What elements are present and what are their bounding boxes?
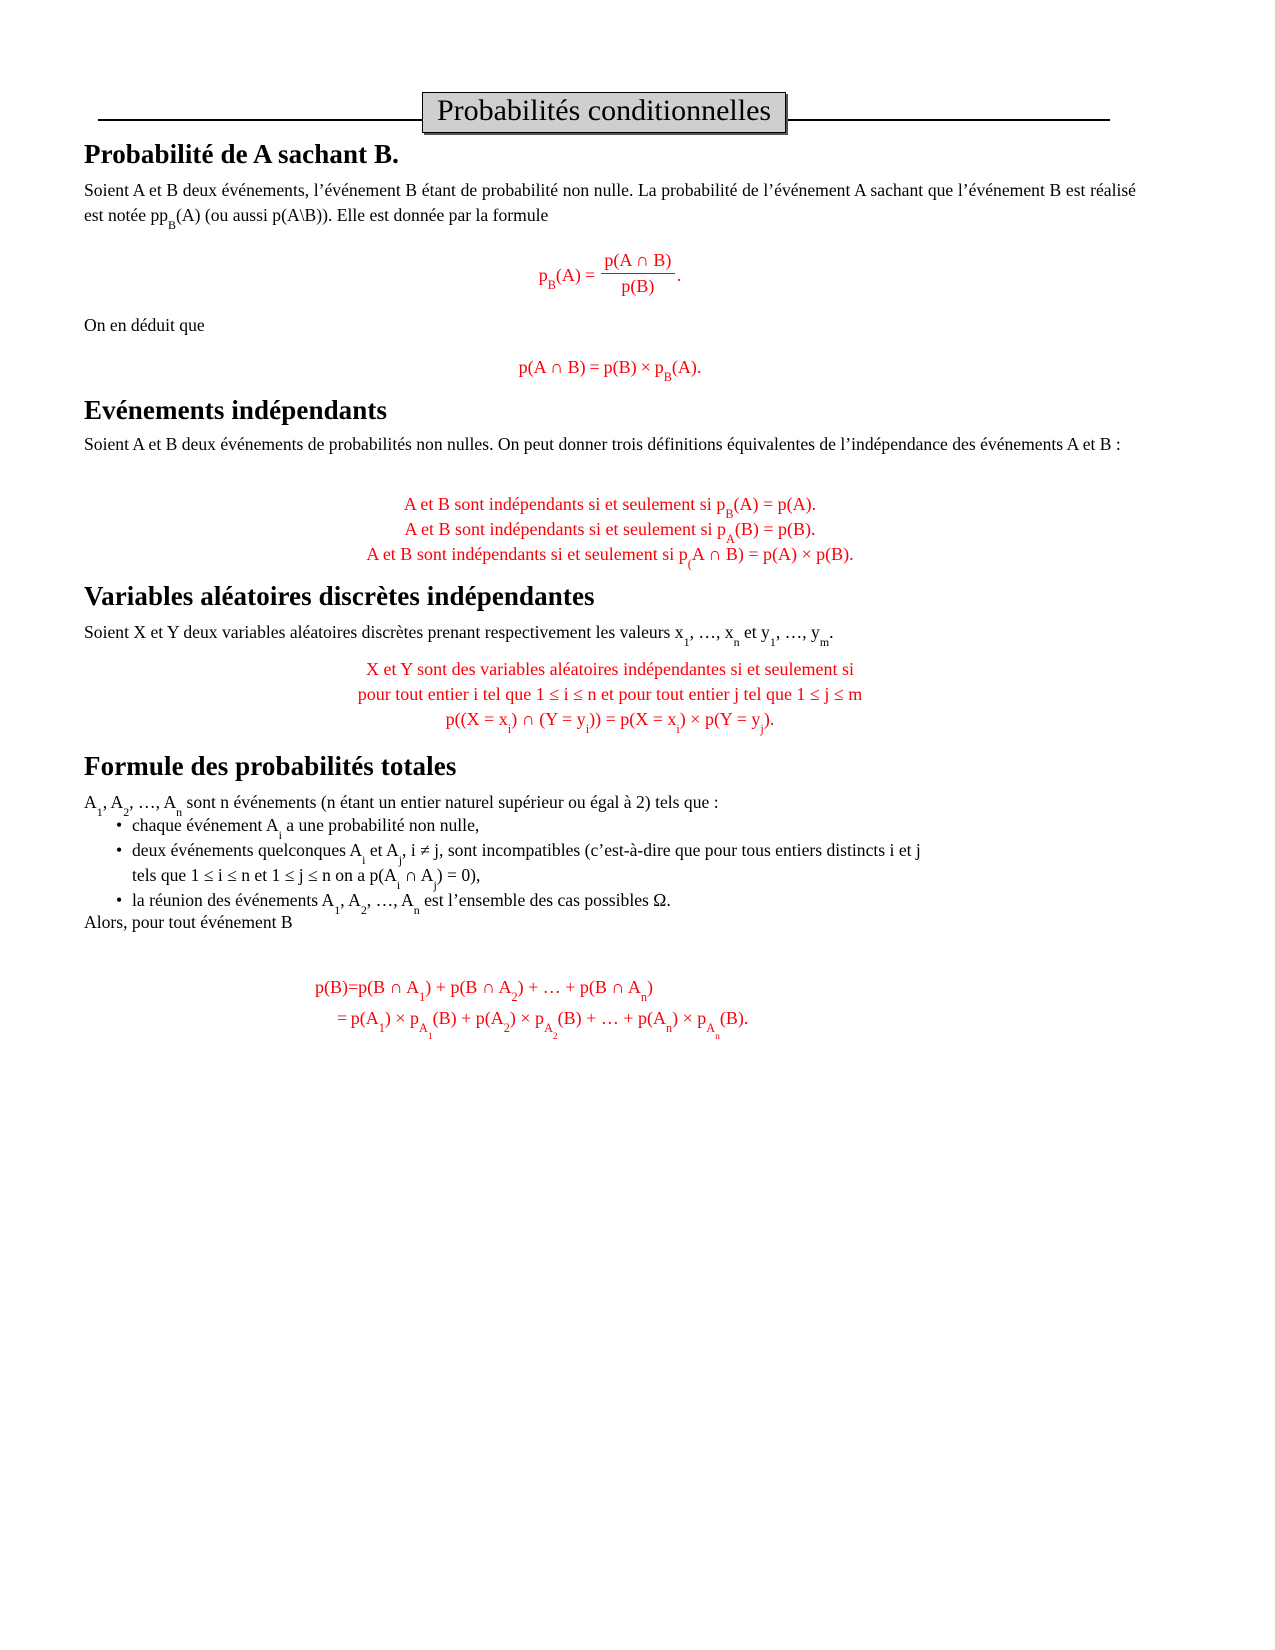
final-formula-line-1 (315, 972, 748, 1003)
formula2-equals: = (589, 357, 600, 377)
formula-subscript: B (547, 278, 556, 293)
ff2-sub-1: 1 (378, 1021, 385, 1036)
definition-1-arg: (A) (733, 494, 759, 514)
bullet-3-b: , A (340, 890, 361, 910)
ff1-sub-1: 1 (419, 990, 426, 1005)
independence-definitions (84, 492, 1136, 572)
bullet-2-line2-a: tels que 1 ≤ i ≤ n et 1 ≤ j ≤ n on a p(A (132, 865, 397, 885)
rv3-a: p((X = x (445, 709, 508, 729)
rv3-c: )) = p(X = x (589, 709, 677, 729)
ff2-psub-1-index: 1 (427, 1030, 433, 1042)
va-sub-2: n (733, 635, 740, 650)
definition-1-subscript: B (725, 507, 734, 522)
ff2-psub-3-letter: A (706, 1021, 716, 1036)
rv3-e: ). (763, 709, 775, 729)
ff2-t4: ) × p (509, 1008, 545, 1028)
definition-2-arg: (B) (734, 519, 759, 539)
ff2-t6: ) × p (672, 1008, 707, 1028)
va-text-5: . (829, 622, 834, 642)
ff2-psub-3 (706, 1021, 720, 1042)
bullet-2-sub-2: j (398, 853, 403, 868)
rv3-sub-2: i (585, 722, 590, 737)
rv3-sub-1: i (507, 722, 512, 737)
formula-arg: (A) (555, 264, 581, 285)
ff2-equals: = (337, 1008, 348, 1028)
bullet-icon: • (116, 890, 123, 910)
rv-red-line-1: X et Y sont des variables aléatoires indépendantes si et seulement si (365, 659, 855, 679)
definition-line-2 (84, 517, 1136, 547)
formula-product-rule (84, 355, 1136, 385)
formula2-period: . (696, 357, 702, 377)
paragraph-alors-pour-tout-evenement: Alors, pour tout événement B (84, 912, 293, 932)
definition-1-rhs: p(A). (777, 494, 817, 514)
formula2-left: p(A ∩ B) (518, 357, 586, 377)
bullet-icon: • (116, 840, 123, 860)
bullet-icon: • (116, 815, 123, 835)
ff1-t2: ) + p(B ∩ A (425, 977, 512, 997)
paragraph-text-part-1: Soient A et B deux événements, l’événement B étant de probabilité non nulle. La probabilité de l’événement A sachant que l’événement B est réalisé est notée p (84, 180, 1136, 225)
fraction (601, 248, 674, 299)
ff1-t4: ) (647, 977, 654, 997)
section-heading-formule-probabilites-totales: Formule des probabilités totales (84, 751, 457, 781)
bullet-1-a: chaque événement A (132, 815, 279, 835)
va-sub-1: 1 (683, 635, 690, 650)
definition-2-rhs: p(B). (777, 519, 816, 539)
ff2-t3: (B) + p(A (432, 1008, 504, 1028)
ff1-t1: p(B ∩ A (358, 977, 420, 997)
va-text-4: , …, y (775, 622, 820, 642)
formula-period: . (676, 264, 682, 285)
ff2-psub-2-letter: A (544, 1021, 553, 1036)
list-item (110, 813, 1140, 843)
bullet-3-c: , …, A (366, 890, 414, 910)
bullet-2-continuation (132, 863, 1140, 893)
va-sub-3: 1 (769, 635, 776, 650)
bullet-2-b: et A (365, 840, 399, 860)
ff2-t2: ) × p (384, 1008, 420, 1028)
bullet-2-a: deux événements quelconques A (132, 840, 363, 860)
paragraph-text-part-2: (A) (ou aussi p(A\B)). Elle est donnée par la formule (176, 205, 549, 225)
formula2-p: p (654, 357, 664, 377)
definition-3-arg: A ∩ B) (691, 544, 744, 564)
formula-conditional-probability (84, 248, 1136, 299)
list-item (110, 838, 1140, 893)
definition-3-equals: = (743, 544, 764, 564)
definition-2-prefix: A et B sont indépendants si et seulement si (404, 519, 717, 539)
formula2-subscript: B (663, 370, 672, 385)
definition-2-equals: = (758, 519, 778, 539)
definition-3-prefix: A et B sont indépendants si et seulement si (366, 544, 679, 564)
definition-3-p: p (678, 544, 688, 564)
bullet-2-c: , i ≠ j, sont incompatibles (c’est-à-dire que pour tous entiers distincts i et j (402, 840, 921, 860)
bullet-3-sub-3: n (413, 903, 420, 918)
paragraph-on-en-deduit: On en déduit que (84, 315, 205, 335)
formula2-arg: (A) (671, 357, 697, 377)
rv3-sub-4: j (760, 722, 764, 737)
intro-sub-3: n (176, 805, 183, 820)
formula2-times: × (640, 357, 651, 377)
formula2-right-first: p(B) (603, 357, 637, 377)
ff2-psub-2 (544, 1021, 558, 1042)
ff2-sub-3: n (665, 1021, 673, 1036)
formula-lhs (538, 264, 581, 293)
rv3-d: ) × p(Y = y (679, 709, 761, 729)
section-heading-probabilite-de-a-sachant-b: Probabilité de A sachant B. (84, 139, 399, 169)
bullet-3-a: la réunion des événements A (132, 890, 335, 910)
bullet-2-line2-sub-2: j (433, 878, 437, 893)
document-title-container (98, 92, 1110, 133)
va-text-1: Soient X et Y deux variables aléatoires discrètes prenant respectivement les valeurs x (84, 622, 684, 642)
rv-red-line-2: pour tout entier i tel que 1 ≤ i ≤ n et pour tout entier j tel que 1 ≤ j ≤ m (357, 684, 863, 704)
ff1-sub-2: 2 (511, 990, 518, 1005)
definition-1-prefix: A et B sont indépendants si et seulement si (403, 494, 717, 514)
ff2-t5: (B) + … + p(A (557, 1008, 666, 1028)
fraction-denominator: p(B) (601, 273, 674, 299)
definition-2-p: p (716, 519, 726, 539)
ff2-t7: (B). (719, 1008, 749, 1028)
ff2-t1: p(A (350, 1008, 379, 1028)
fraction-numerator: p(A ∩ B) (604, 250, 672, 270)
bullet-2-sub-1: i (362, 853, 366, 868)
bullet-3-sub-2: 2 (360, 903, 367, 918)
definition-1-equals: = (758, 494, 778, 514)
section-heading-variables-aleatoires: Variables aléatoires discrètes indépendantes (84, 581, 595, 611)
ff1-sub-3: n (640, 990, 648, 1005)
definition-2-subscript: A (725, 532, 735, 547)
bullet-2-line2-sub-1: i (396, 878, 401, 893)
definition-3-rhs: p(A) × p(B). (763, 544, 854, 564)
bullet-3-d: est l’ensemble des cas possibles Ω. (419, 890, 671, 910)
conditions-list (110, 813, 1140, 918)
bullet-1-b: a une probabilité non nulle, (281, 815, 480, 835)
paragraph-variables-aleatoires (84, 620, 1136, 650)
page-title: Probabilités conditionnelles (422, 92, 786, 133)
intro-sub-2: 2 (123, 805, 130, 820)
rv3-b: ) ∩ (Y = y (511, 709, 586, 729)
ff2-psub-1-letter: A (419, 1021, 428, 1036)
subscript-b: B (168, 218, 177, 233)
intro-a: A (84, 792, 97, 812)
rv-red-line-3 (84, 707, 1136, 737)
final-formula-line-2 (315, 1003, 749, 1042)
paragraph-formule-intro (84, 790, 1136, 820)
total-probability-formula (315, 972, 749, 1042)
independent-random-variables-block (84, 657, 1136, 737)
intro-b: , A (102, 792, 124, 812)
paragraph-evenements-independants: Soient A et B deux événements de probabilités non nulles. On peut donner trois définitions équivalentes de l’indépendance des événements A et B : (84, 434, 1121, 454)
bullet-1-sub: i (278, 828, 282, 843)
definition-line-3 (84, 542, 1136, 572)
bullet-3-sub-1: 1 (334, 903, 341, 918)
ff2-psub-3-index: n (715, 1030, 720, 1042)
bullet-2-line2-c: ) = 0), (436, 865, 481, 885)
ff2-sub-2: 2 (503, 1021, 510, 1036)
formula-p: p (538, 264, 548, 285)
equals-sign: = (584, 264, 596, 285)
section-heading-evenements-independants: Evénements indépendants (84, 395, 388, 425)
va-text-3: et y (739, 622, 770, 642)
ff2-psub-2-index: 2 (552, 1030, 558, 1042)
definition-3-subscript: ( (687, 557, 692, 572)
definition-1-p: p (716, 494, 726, 514)
definition-line-1 (84, 492, 1136, 522)
ff2-psub-1 (419, 1021, 433, 1042)
ff1-t3: ) + … + p(B ∩ A (517, 977, 641, 997)
va-sub-4: m (819, 635, 830, 650)
va-text-2: , …, x (689, 622, 734, 642)
ff1-lead: p(B) (315, 977, 348, 997)
paragraph-probabilite-de-a-sachant-b: Soient A et B deux événements, l’événement B étant de probabilité non nulle. La probabilité de l’événement A sachant que l’événement B est réalisé est notée $pp_B(A)$ (ou aussi p(A\B)). Elle est donnée par la formule (84, 180, 1136, 233)
bullet-2-line2-b: ∩ A (400, 865, 434, 885)
intro-sub-1: 1 (96, 805, 103, 820)
rv3-sub-3: i (676, 722, 680, 737)
ff1-equals: = (348, 977, 359, 997)
intro-d: sont n événements (n étant un entier naturel supérieur ou égal à 2) tels que : (182, 792, 719, 812)
intro-c: , …, A (129, 792, 177, 812)
